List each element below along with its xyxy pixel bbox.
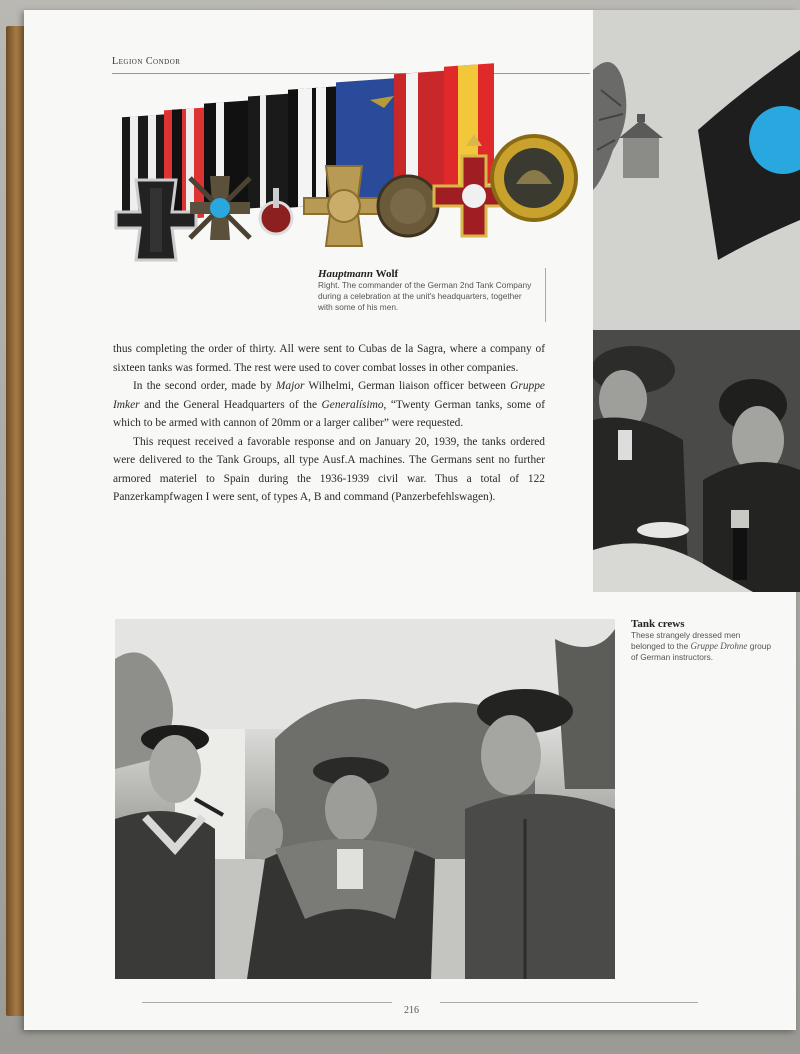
p2-italic-title: Generalísimo bbox=[321, 398, 384, 411]
p2-italic-rank: Major bbox=[275, 380, 305, 392]
medal-bar-drawing bbox=[112, 56, 582, 276]
medals-image bbox=[112, 56, 582, 276]
caption-title-name: Wolf bbox=[373, 268, 399, 280]
tank-crews-photo bbox=[115, 619, 615, 979]
p2-text-c: Wilhelmi, German liaison officer between bbox=[304, 380, 511, 392]
caption-side-body bbox=[631, 630, 771, 663]
footer-rule-right bbox=[440, 1002, 698, 1003]
celebration-photo-drawing bbox=[593, 10, 800, 592]
caption-tank-crews bbox=[631, 618, 771, 663]
caption-side-text-a: These strangely dressed men belonged to the bbox=[631, 630, 741, 651]
caption-title-rank: Hauptmann bbox=[318, 268, 374, 280]
p2-text-g: , “Twenty German tanks, some of which to be armed with cannon of 20mm or a larger caliber” were requested. bbox=[113, 398, 545, 429]
caption-side-text-c: group of German instructors. bbox=[631, 641, 771, 662]
celebration-photo bbox=[593, 10, 800, 592]
paragraph-3: This request received a favorable response and on January 20, 1939, the tanks ordered were delivered to the Tank Groups, all type Ausf.A machines. The Germans sent no further armored materiel to Spain during the 1936-1939 civil war. Thus a total of 122 Panzerkampfwagen I were sent, of types A, B and command (Panzerbefehlswagen). bbox=[113, 435, 545, 503]
footer-rule-left bbox=[142, 1002, 392, 1003]
p2-italic-unit: Gruppe Imker bbox=[113, 380, 545, 411]
tank-crews-drawing bbox=[115, 619, 615, 979]
caption-title bbox=[318, 268, 537, 280]
p2-text-e: and the General Headquarters of the bbox=[139, 398, 322, 411]
paragraph-2 bbox=[113, 377, 545, 433]
caption-body: Right. The commander of the German 2nd Tank Company during a celebration at the unit's headquarters, together with some of his men. bbox=[318, 280, 532, 312]
paragraph-1: thus completing the order of thirty. All were sent to Cubas de la Sagra, where a company of sixteen tanks was formed. The rest were used to cover combat losses in other companies. bbox=[113, 343, 545, 374]
caption-side-italic-unit: Gruppe Drohne bbox=[690, 641, 748, 651]
article-body bbox=[113, 340, 545, 507]
caption-side-title: Tank crews bbox=[631, 618, 685, 630]
p2-text-a: In the second order, made by bbox=[133, 380, 276, 392]
page-number: 216 bbox=[404, 1005, 419, 1016]
caption-hauptmann-wolf bbox=[318, 268, 546, 322]
running-header: Legion Condor bbox=[112, 56, 181, 67]
